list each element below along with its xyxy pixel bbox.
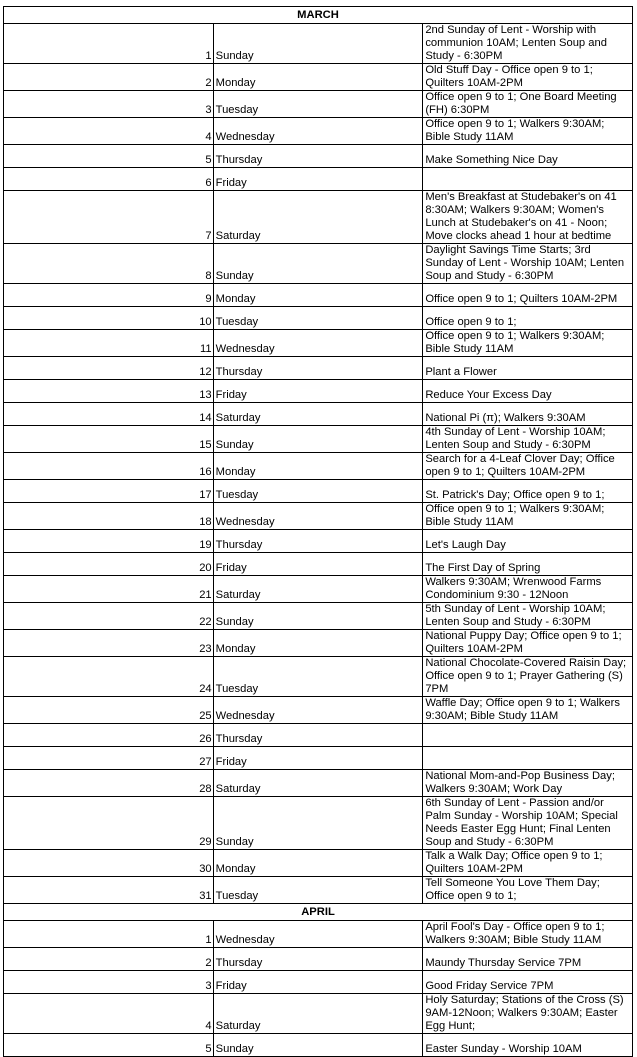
weekday: Wednesday [213, 118, 423, 145]
date-number: 20 [4, 553, 214, 576]
event-description: Office open 9 to 1; One Board Meeting (FH) 6:30PM [423, 91, 633, 118]
date-number: 5 [4, 1034, 214, 1057]
table-row [4, 145, 633, 168]
date-number: 23 [4, 630, 214, 657]
weekday: Sunday [213, 797, 423, 850]
table-row [4, 747, 633, 770]
event-description: Holy Saturday; Stations of the Cross (S) 9AM-12Noon; Walkers 9:30AM; Easter Egg Hunt; [423, 994, 633, 1034]
weekday: Wednesday [213, 921, 423, 948]
event-description: 6th Sunday of Lent - Passion and/or Palm Sunday - Worship 10AM; Special Needs Easter Egg Hunt; Final Lenten Soup and Study - 6:30PM [423, 797, 633, 850]
weekday: Wednesday [213, 503, 423, 530]
event-description: Waffle Day; Office open 9 to 1; Walkers 9:30AM; Bible Study 11AM [423, 697, 633, 724]
date-number: 11 [4, 330, 214, 357]
table-row [4, 724, 633, 747]
weekday: Saturday [213, 403, 423, 426]
month-header: MARCH [4, 7, 633, 24]
table-row [4, 453, 633, 480]
event-description: Talk a Walk Day; Office open 9 to 1; Quilters 10AM-2PM [423, 850, 633, 877]
weekday: Friday [213, 168, 423, 191]
table-row [4, 244, 633, 284]
date-number: 15 [4, 426, 214, 453]
date-number: 17 [4, 480, 214, 503]
event-description: Maundy Thursday Service 7PM [423, 948, 633, 971]
weekday: Tuesday [213, 307, 423, 330]
weekday: Monday [213, 284, 423, 307]
table-row [4, 380, 633, 403]
date-number: 21 [4, 576, 214, 603]
event-description [423, 724, 633, 747]
weekday: Thursday [213, 724, 423, 747]
weekday: Tuesday [213, 657, 423, 697]
date-number: 9 [4, 284, 214, 307]
date-number: 22 [4, 603, 214, 630]
weekday: Friday [213, 747, 423, 770]
table-row [4, 503, 633, 530]
table-row [4, 948, 633, 971]
date-number: 12 [4, 357, 214, 380]
table-row [4, 971, 633, 994]
event-description: St. Patrick's Day; Office open 9 to 1; [423, 480, 633, 503]
event-description: Office open 9 to 1; Walkers 9:30AM; Bible Study 11AM [423, 330, 633, 357]
table-row [4, 921, 633, 948]
event-description [423, 168, 633, 191]
table-row [4, 797, 633, 850]
weekday: Wednesday [213, 697, 423, 724]
event-description: National Puppy Day; Office open 9 to 1; Quilters 10AM-2PM [423, 630, 633, 657]
table-row [4, 553, 633, 576]
date-number: 5 [4, 145, 214, 168]
table-row [4, 24, 633, 64]
date-number: 1 [4, 921, 214, 948]
event-description: Daylight Savings Time Starts; 3rd Sunday of Lent - Worship 10AM; Lenten Soup and Study - 6:30PM [423, 244, 633, 284]
table-row [4, 357, 633, 380]
weekday: Thursday [213, 530, 423, 553]
weekday: Monday [213, 64, 423, 91]
table-row [4, 630, 633, 657]
event-description: Reduce Your Excess Day [423, 380, 633, 403]
weekday: Tuesday [213, 480, 423, 503]
event-description: The First Day of Spring [423, 553, 633, 576]
event-description: Office open 9 to 1; Quilters 10AM-2PM [423, 284, 633, 307]
table-row [4, 168, 633, 191]
event-description: Old Stuff Day - Office open 9 to 1; Quilters 10AM-2PM [423, 64, 633, 91]
table-row [4, 994, 633, 1034]
weekday: Friday [213, 971, 423, 994]
event-description: 5th Sunday of Lent - Worship 10AM; Lenten Soup and Study - 6:30PM [423, 603, 633, 630]
event-description: Make Something Nice Day [423, 145, 633, 168]
table-row [4, 850, 633, 877]
date-number: 16 [4, 453, 214, 480]
date-number: 13 [4, 380, 214, 403]
table-row [4, 284, 633, 307]
event-description: Office open 9 to 1; Walkers 9:30AM; Bible Study 11AM [423, 503, 633, 530]
event-description: Office open 9 to 1; [423, 307, 633, 330]
date-number: 14 [4, 403, 214, 426]
table-row [4, 191, 633, 244]
table-row [4, 403, 633, 426]
table-row [4, 770, 633, 797]
event-description: Men's Breakfast at Studebaker's on 41 8:30AM; Walkers 9:30AM; Women's Lunch at Studebaker's on 41 - Noon; Move clocks ahead 1 hour at bedtime [423, 191, 633, 244]
date-number: 8 [4, 244, 214, 284]
event-description: Plant a Flower [423, 357, 633, 380]
event-description: Easter Sunday - Worship 10AM [423, 1034, 633, 1057]
table-row [4, 426, 633, 453]
event-description: 4th Sunday of Lent - Worship 10AM; Lenten Soup and Study - 6:30PM [423, 426, 633, 453]
date-number: 4 [4, 994, 214, 1034]
date-number: 31 [4, 877, 214, 904]
weekday: Friday [213, 380, 423, 403]
table-row [4, 118, 633, 145]
weekday: Saturday [213, 770, 423, 797]
table-row [4, 330, 633, 357]
month-header-row [4, 904, 633, 921]
month-header-row [4, 7, 633, 24]
event-description: April Fool's Day - Office open 9 to 1; Walkers 9:30AM; Bible Study 11AM [423, 921, 633, 948]
event-description: Good Friday Service 7PM [423, 971, 633, 994]
date-number: 3 [4, 971, 214, 994]
table-row [4, 91, 633, 118]
date-number: 25 [4, 697, 214, 724]
date-number: 30 [4, 850, 214, 877]
date-number: 24 [4, 657, 214, 697]
event-description: Search for a 4-Leaf Clover Day; Office open 9 to 1; Quilters 10AM-2PM [423, 453, 633, 480]
table-row [4, 603, 633, 630]
calendar-table [3, 6, 633, 1057]
date-number: 10 [4, 307, 214, 330]
weekday: Tuesday [213, 91, 423, 118]
event-description: Tell Someone You Love Them Day; Office open 9 to 1; [423, 877, 633, 904]
weekday: Thursday [213, 357, 423, 380]
table-row [4, 480, 633, 503]
weekday: Tuesday [213, 877, 423, 904]
weekday: Monday [213, 850, 423, 877]
date-number: 2 [4, 948, 214, 971]
weekday: Sunday [213, 603, 423, 630]
weekday: Saturday [213, 576, 423, 603]
event-description: Let's Laugh Day [423, 530, 633, 553]
date-number: 27 [4, 747, 214, 770]
table-row [4, 307, 633, 330]
table-row [4, 530, 633, 553]
date-number: 4 [4, 118, 214, 145]
date-number: 19 [4, 530, 214, 553]
weekday: Sunday [213, 426, 423, 453]
event-description [423, 747, 633, 770]
weekday: Sunday [213, 244, 423, 284]
event-description: 2nd Sunday of Lent - Worship with communion 10AM; Lenten Soup and Study - 6:30PM [423, 24, 633, 64]
weekday: Saturday [213, 191, 423, 244]
date-number: 28 [4, 770, 214, 797]
date-number: 29 [4, 797, 214, 850]
weekday: Sunday [213, 24, 423, 64]
table-row [4, 657, 633, 697]
month-header: APRIL [4, 904, 633, 921]
date-number: 3 [4, 91, 214, 118]
date-number: 26 [4, 724, 214, 747]
event-description: Office open 9 to 1; Walkers 9:30AM; Bible Study 11AM [423, 118, 633, 145]
weekday: Sunday [213, 1034, 423, 1057]
table-row [4, 1034, 633, 1057]
date-number: 7 [4, 191, 214, 244]
weekday: Monday [213, 630, 423, 657]
date-number: 6 [4, 168, 214, 191]
calendar-body [4, 7, 633, 1057]
table-row [4, 64, 633, 91]
table-row [4, 877, 633, 904]
weekday: Wednesday [213, 330, 423, 357]
date-number: 18 [4, 503, 214, 530]
weekday: Saturday [213, 994, 423, 1034]
weekday: Thursday [213, 145, 423, 168]
event-description: National Chocolate-Covered Raisin Day; Office open 9 to 1; Prayer Gathering (S) 7PM [423, 657, 633, 697]
event-description: National Pi (π); Walkers 9:30AM [423, 403, 633, 426]
date-number: 1 [4, 24, 214, 64]
weekday: Friday [213, 553, 423, 576]
date-number: 2 [4, 64, 214, 91]
weekday: Thursday [213, 948, 423, 971]
weekday: Monday [213, 453, 423, 480]
event-description: National Mom-and-Pop Business Day; Walkers 9:30AM; Work Day [423, 770, 633, 797]
table-row [4, 576, 633, 603]
event-description: Walkers 9:30AM; Wrenwood Farms Condominium 9:30 - 12Noon [423, 576, 633, 603]
table-row [4, 697, 633, 724]
